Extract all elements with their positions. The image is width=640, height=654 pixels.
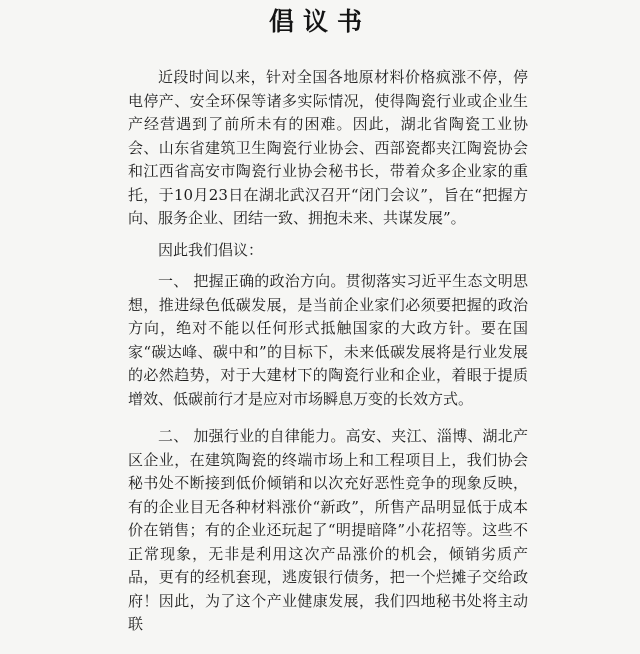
paragraph-intro: 近段时间以来，针对全国各地原材料价格疯涨不停，停电停产、安全环保等诸多实际情况，使得陶瓷行业或企业生产经营遇到了前所未有的困难。因此，湖北省陶瓷工业协会、山东省建筑卫生陶瓷行业协会、西部瓷都夹江陶瓷协会和江西省高安市陶瓷行业协会秘书长，带着众多企业家的重托，于10月23日在湖北武汉召开“闭门会议”，旨在“把握方向、服务企业、团结一致、拥抱未来、共谋发展”。: [128, 68, 528, 227]
paragraph-point-one: 一、 把握正确的政治方向。贯彻落实习近平生态文明思想，推进绿色低碳发展，是当前企业家们必须要把握的政治方向，绝对不能以任何形式抵触国家的大政方针。要在国家“碳达峰、碳中和”的目标下，未来低碳发展将是行业发展的必然趋势，对于大建材下的陶瓷行业和企业，着眼于提质增效、低碳前行才是应对市场瞬息万变的长效方式。: [128, 272, 528, 408]
paragraph-point-two: 二、 加强行业的自律能力。高安、夹江、淄博、湖北产区企业，在建筑陶瓷的终端市场上和工程项目上，我们协会秘书处不断接到低价倾销和以次充好恶性竞争的现象反映，有的企业目无各种材料涨价“新政”，所售产品明显低于成本价在销售；有的企业还玩起了“明提暗降”小花招等。这些不正常现象，无非是利用这次产品涨价的机会，倾销劣质产品，更有的经机套现，逃废银行债务，把一个烂摊子交给政府！因此，为了这个产业健康发展，我们四地秘书处将主动联: [128, 427, 528, 633]
paragraph-proposal-lead: 因此我们倡议：: [158, 240, 264, 259]
document-body: [128, 66, 528, 637]
document-title: 倡议书: [268, 7, 371, 36]
